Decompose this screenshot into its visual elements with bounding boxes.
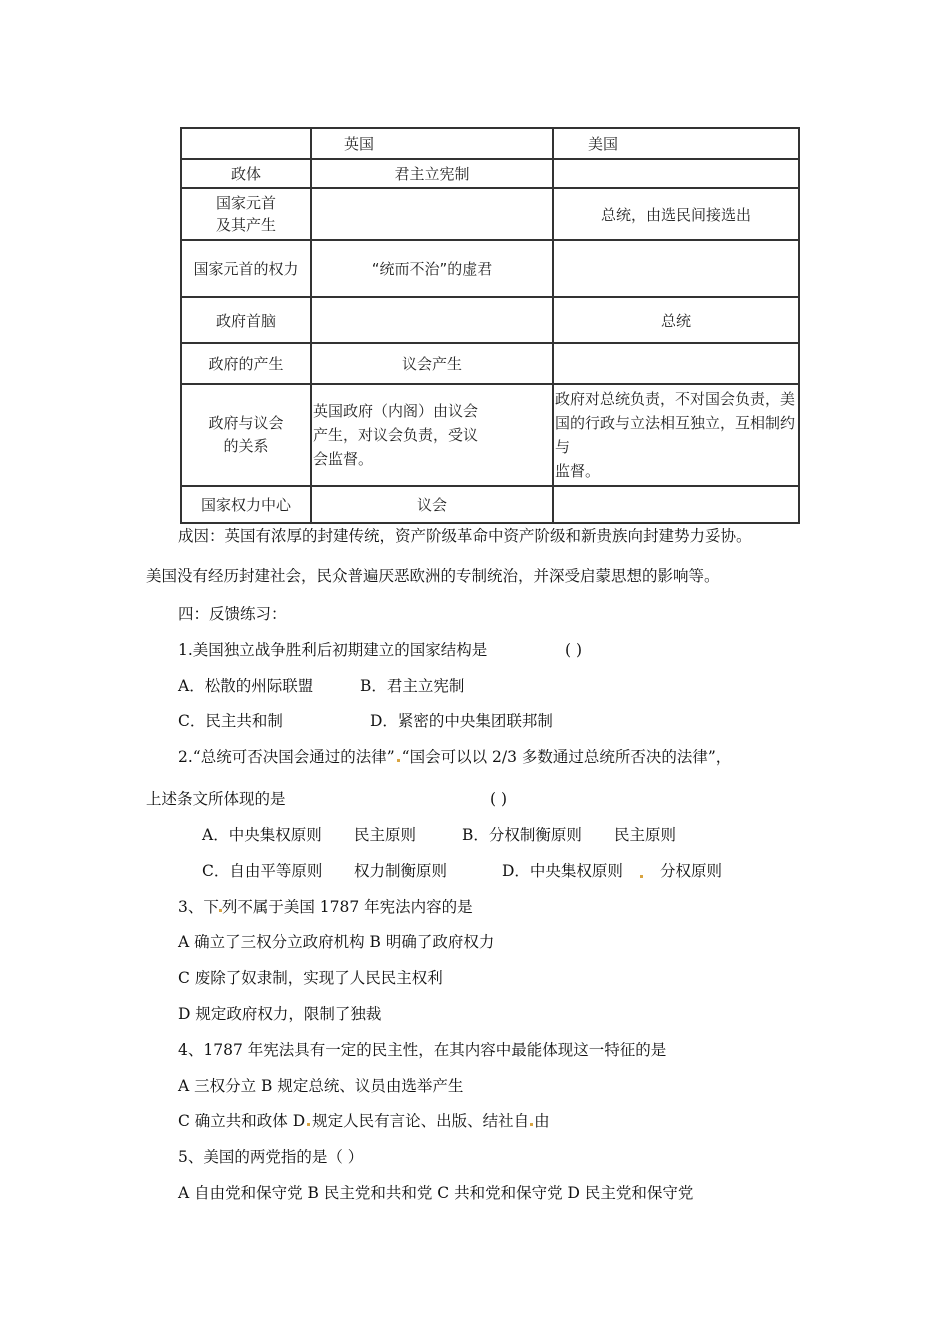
us-cell-line: 政府对总统负责，不对国会负责，美 <box>555 390 796 408</box>
us-cell-line: 国的行政与立法相互独立，互相制约与 <box>555 414 796 456</box>
table-row <box>181 159 799 188</box>
q3-text-end: 列不属于美国 1787 年宪法内容的是 <box>221 898 473 916</box>
row-label-line: 政府与议会 <box>208 414 284 432</box>
q2-option-d: D．中央集权原则 <box>502 862 623 880</box>
uk-cell: 君主立宪制 <box>311 159 553 188</box>
q2-option-c: C．自由平等原则 <box>202 862 323 880</box>
question-5: 5、美国的两党指的是（ ） <box>178 1148 364 1166</box>
header-cell-empty <box>181 128 311 159</box>
uk-cell <box>311 297 553 343</box>
table-row <box>181 486 799 523</box>
table-row <box>181 188 799 240</box>
q2-option-b: B．分权制衡原则 <box>462 826 582 844</box>
q1-option-c: C．民主共和制 <box>178 712 283 730</box>
uk-cell: “统而不治”的虚君 <box>311 240 553 297</box>
comparison-table-wrap <box>180 127 802 514</box>
us-cell <box>553 343 799 384</box>
us-cell <box>553 384 799 486</box>
q3-option-c: C 废除了奴隶制，实现了人民民主权利 <box>178 969 443 987</box>
row-label-line: 及其产生 <box>215 216 276 234</box>
q5-options: A 自由党和保守党 B 民主党和共和党 C 共和党和保守党 D 民主党和保守党 <box>178 1184 694 1202</box>
q2-option-c-extra: 权力制衡原则 <box>354 862 448 880</box>
scan-dot <box>307 1123 310 1126</box>
section-heading: 四：反馈练习： <box>178 605 287 623</box>
uk-cell-line: 英国政府（内阁）由议会 <box>313 402 479 420</box>
scan-dot <box>530 1123 533 1126</box>
q4-option-d-end: 由 <box>534 1112 550 1130</box>
us-cell <box>553 486 799 523</box>
uk-cell: 议会 <box>311 486 553 523</box>
us-cell <box>553 240 799 297</box>
question-4: 4、1787 年宪法具有一定的民主性，在其内容中最能体现这一特征的是 <box>178 1041 667 1059</box>
uk-cell-line: 产生，对议会负责，受议 <box>313 426 479 444</box>
uk-cell-line: 会监督。 <box>313 450 374 468</box>
row-label: 国家元首的权力 <box>181 240 311 297</box>
q3-option-d: D 规定政府权力，限制了独裁 <box>178 1005 382 1023</box>
header-cell-us: 美国 <box>553 128 799 159</box>
q2-option-d-extra: 分权原则 <box>660 862 723 880</box>
q1-option-a: A．松散的州际联盟 <box>178 677 314 695</box>
comparison-table <box>180 127 800 524</box>
question-3 <box>178 897 473 917</box>
uk-cell <box>311 384 553 486</box>
us-cell: 总统，由选民间接选出 <box>553 188 799 240</box>
table-row <box>181 343 799 384</box>
q2-option-b-extra: 民主原则 <box>614 826 677 844</box>
uk-cell <box>311 188 553 240</box>
uk-cell: 议会产生 <box>311 343 553 384</box>
q1-option-b: B．君主立宪制 <box>360 677 465 695</box>
question-1-answer-paren: ( ) <box>565 641 583 659</box>
q2-quote-1: 2.“总统可否决国会通过的法律” <box>178 748 395 766</box>
q2-option-a-extra: 民主原则 <box>354 826 417 844</box>
q2-quote-2: “国会可以以 2/3 多数通过总统所否决的法律”， <box>401 748 732 766</box>
row-label <box>181 384 311 486</box>
table-row <box>181 297 799 343</box>
scan-dot <box>397 759 400 762</box>
header-cell-uk: 英国 <box>311 128 553 159</box>
question-1: 1.美国独立战争胜利后初期建立的国家结构是 <box>178 641 488 659</box>
us-cell-line: 监督。 <box>555 462 601 480</box>
row-label-line: 国家元首 <box>215 194 276 212</box>
q4-option-c: C 确立共和政体 D <box>178 1112 306 1130</box>
q4-options-ab: A 三权分立 B 规定总统、议员由选举产生 <box>178 1077 464 1095</box>
table-row <box>181 384 799 486</box>
row-label: 政体 <box>181 159 311 188</box>
table-header-row <box>181 128 799 159</box>
row-label-line: 的关系 <box>223 437 269 455</box>
q2-option-a: A．中央集权原则 <box>202 826 322 844</box>
scan-dot <box>640 875 643 878</box>
q1-option-d: D．紧密的中央集团联邦制 <box>370 712 553 730</box>
row-label: 国家权力中心 <box>181 486 311 523</box>
q3-text-start: 3、下 <box>178 898 219 916</box>
q4-option-d: 规定人民有言论、出版、结社自 <box>312 1112 530 1130</box>
us-cell: 总统 <box>553 297 799 343</box>
cause-paragraph-line-1: 成因：英国有浓厚的封建传统，资产阶级革命中资产阶级和新贵族向封建势力妥协。 <box>178 527 752 545</box>
us-cell <box>553 159 799 188</box>
row-label: 政府首脑 <box>181 297 311 343</box>
question-2-line-2: 上述条文所体现的是 <box>146 790 286 808</box>
question-2-line-1 <box>178 747 731 767</box>
cause-paragraph-line-2: 美国没有经历封建社会，民众普遍厌恶欧洲的专制统治，并深受启蒙思想的影响等。 <box>146 567 720 585</box>
q4-options-cd <box>178 1111 550 1131</box>
question-2-answer-paren: ( ) <box>490 790 508 808</box>
table-row <box>181 240 799 297</box>
row-label: 政府的产生 <box>181 343 311 384</box>
row-label <box>181 188 311 240</box>
q3-options-ab: A 确立了三权分立政府机构 B 明确了政府权力 <box>178 933 495 951</box>
